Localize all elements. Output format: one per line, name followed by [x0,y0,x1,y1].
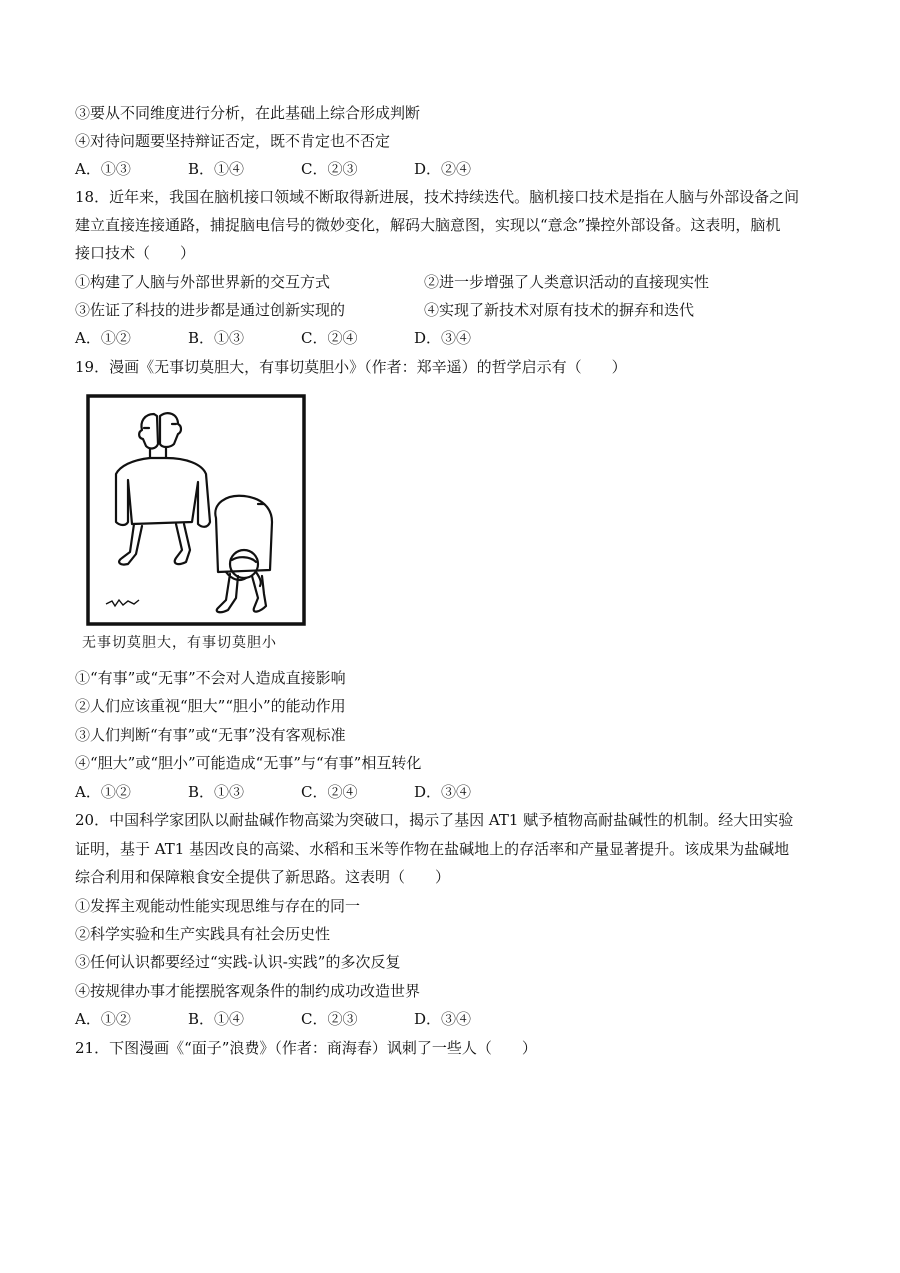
q17-item-3: ③要从不同维度进行分析，在此基础上综合形成判断 [75,104,421,122]
q19-item-3: ③人们判断“有事”或“无事”没有客观标准 [75,726,346,744]
option-c[interactable]: C．②③ [301,1010,358,1028]
option-d[interactable]: D．③④ [414,329,472,347]
q18-item-1: ①构建了人脑与外部世界新的交互方式 [75,273,331,291]
q20-item-1: ①发挥主观能动性能实现思维与存在的同一 [75,897,361,915]
q20-stem-line-2: 证明，基于 AT1 基因改良的高粱、水稻和玉米等作物在盐碱地上的存活率和产量显著提升。该成果为盐碱地 [75,840,790,858]
q20-item-2: ②科学实验和生产实践具有社会历史性 [75,925,331,943]
option-a[interactable]: A．①② [75,1010,131,1028]
option-d[interactable]: D．③④ [414,783,472,801]
q20-stem-line-3: 综合利用和保障粮食安全提供了新思路。这表明（ ） [75,868,451,886]
option-a[interactable]: A．①② [75,329,131,347]
q19-stem: 19．漫画《无事切莫胆大，有事切莫胆小》（作者：郑辛遥）的哲学启示有（ ） [75,358,627,376]
option-c[interactable]: C．②③ [301,160,358,178]
option-b[interactable]: B．①③ [188,783,245,801]
option-b[interactable]: B．①④ [188,160,245,178]
option-b[interactable]: B．①③ [188,329,245,347]
q18-stem-line-1: 18．近年来，我国在脑机接口领域不断取得新进展，技术持续迭代。脑机接口技术是指在人脑与外部设备之间 [75,188,800,206]
q21-stem: 21．下图漫画《“面子”浪费》（作者：商海春）讽刺了一些人（ ） [75,1039,537,1057]
option-c[interactable]: C．②④ [301,329,358,347]
q19-item-1: ①“有事”或“无事”不会对人造成直接影响 [75,669,346,687]
q20-item-4: ④按规律办事才能摆脱客观条件的制约成功改造世界 [75,982,421,1000]
q18-item-2: ②进一步增强了人类意识活动的直接现实性 [424,273,710,291]
cartoon-image [86,394,306,626]
q20-stem-line-1: 20．中国科学家团队以耐盐碱作物高粱为突破口，揭示了基因 AT1 赋予植物高耐盐碱性的机制。经大田实验 [75,811,794,829]
q18-item-3: ③佐证了科技的进步都是通过创新实现的 [75,301,346,319]
cartoon-caption: 无事切莫胆大，有事切莫胆小 [82,635,277,651]
option-d[interactable]: D．②④ [414,160,472,178]
option-b[interactable]: B．①④ [188,1010,245,1028]
option-a[interactable]: A．①③ [75,160,131,178]
q20-item-3: ③任何认识都要经过“实践-认识-实践”的多次反复 [75,953,401,971]
q17-item-4: ④对待问题要坚持辩证否定，既不肯定也不否定 [75,132,391,150]
option-a[interactable]: A．①② [75,783,131,801]
option-d[interactable]: D．③④ [414,1010,472,1028]
q19-item-4: ④“胆大”或“胆小”可能造成“无事”与“有事”相互转化 [75,754,422,772]
q18-stem-line-2: 建立直接连接通路，捕捉脑电信号的微妙变化，解码大脑意图，实现以“意念”操控外部设备。这表明，脑机 [75,216,781,234]
q18-item-4: ④实现了新技术对原有技术的摒弃和迭代 [424,301,695,319]
q18-stem-line-3: 接口技术（ ） [75,244,196,262]
q19-item-2: ②人们应该重视“胆大”“胆小”的能动作用 [75,697,346,715]
option-c[interactable]: C．②④ [301,783,358,801]
